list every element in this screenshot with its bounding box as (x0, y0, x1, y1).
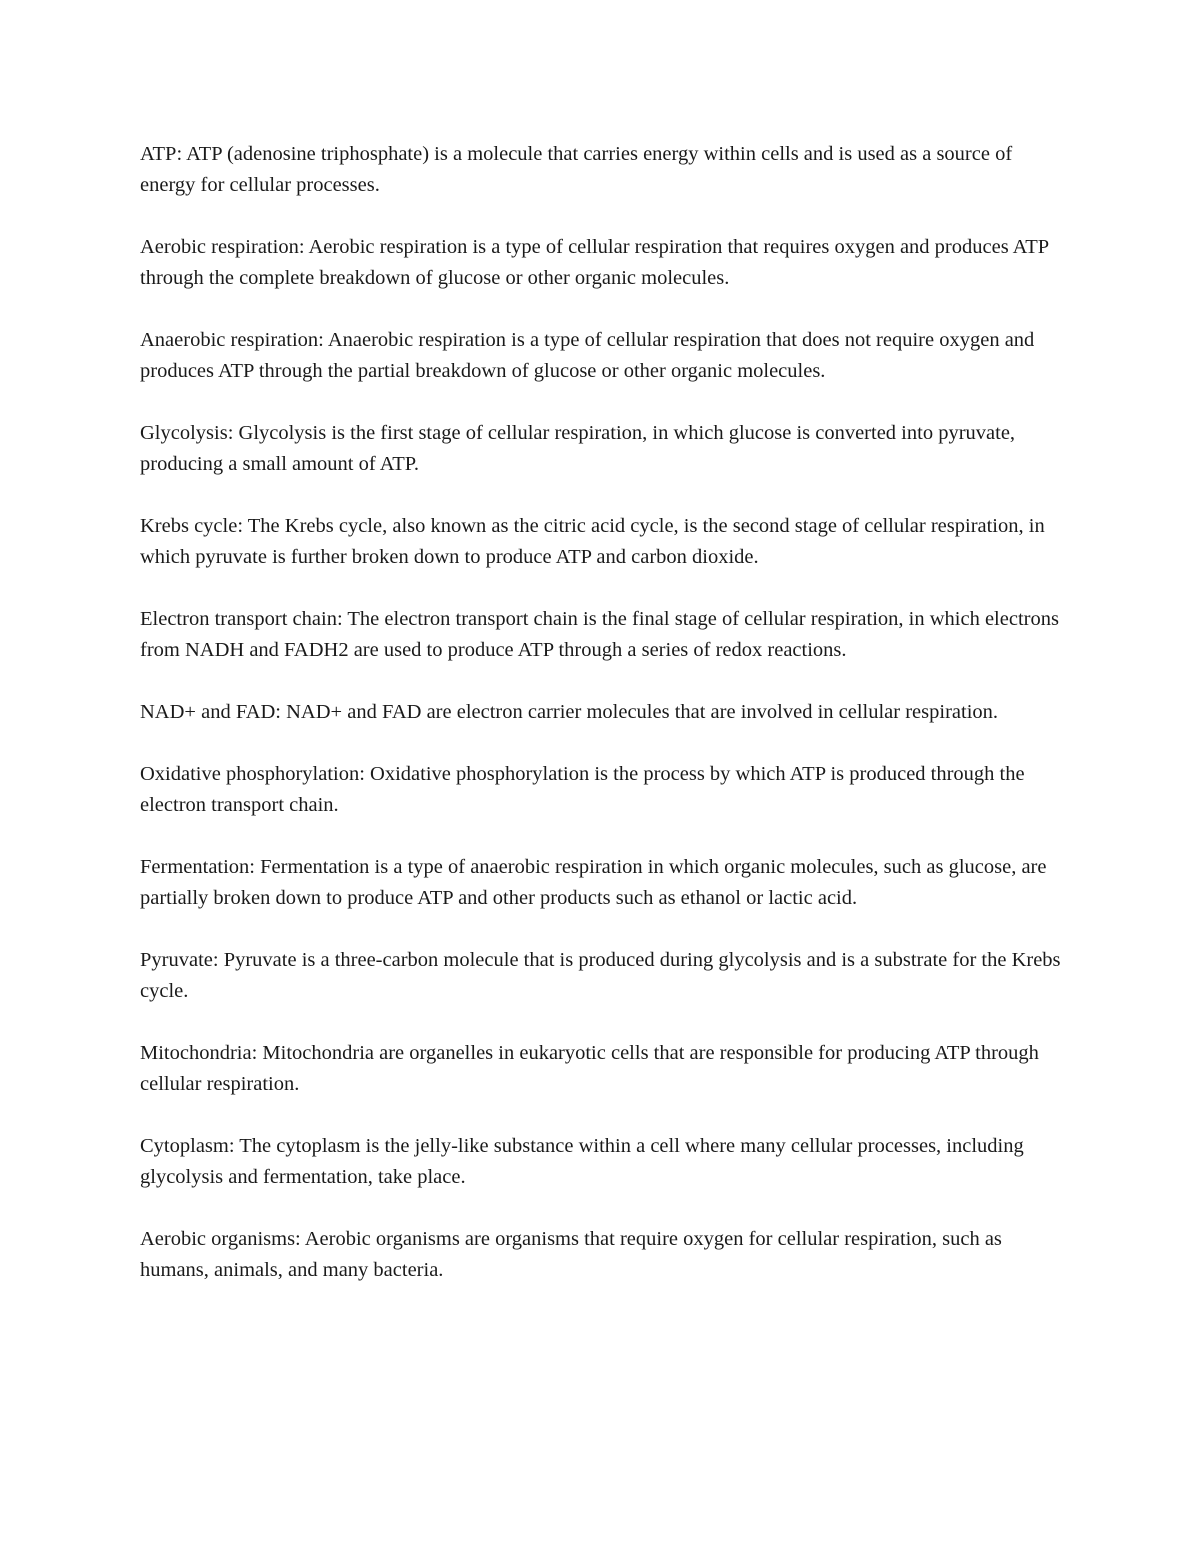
glossary-entry-oxidative-phosphorylation: Oxidative phosphorylation: Oxidative phosphorylation is the process by which ATP is produced through the electron transport chain. (140, 763, 1025, 816)
glossary-entry-pyruvate: Pyruvate: Pyruvate is a three-carbon molecule that is produced during glycolysis and is a substrate for the Krebs cycle. (140, 949, 1061, 1002)
glossary-entry-anaerobic-respiration: Anaerobic respiration: Anaerobic respiration is a type of cellular respiration that does not require oxygen and produces ATP through the partial breakdown of glucose or other organic molecules. (140, 329, 1035, 382)
glossary-entry-electron-transport-chain: Electron transport chain: The electron transport chain is the final stage of cellular respiration, in which electrons from NADH and FADH2 are used to produce ATP through a series of redox reactions. (140, 608, 1059, 661)
glossary-entry-nad-fad: NAD+ and FAD: NAD+ and FAD are electron carrier molecules that are involved in cellular respiration. (140, 701, 999, 723)
glossary-entry-aerobic-respiration: Aerobic respiration: Aerobic respiration is a type of cellular respiration that requires oxygen and produces ATP through the complete breakdown of glucose or other organic molecules. (140, 236, 1049, 289)
document-body (140, 139, 1065, 1317)
glossary-entry-krebs-cycle: Krebs cycle: The Krebs cycle, also known as the citric acid cycle, is the second stage of cellular respiration, in which pyruvate is further broken down to produce ATP and carbon dioxide. (140, 515, 1045, 568)
glossary-entry-cytoplasm: Cytoplasm: The cytoplasm is the jelly-like substance within a cell where many cellular processes, including glycolysis and fermentation, take place. (140, 1135, 1024, 1188)
glossary-entry-fermentation: Fermentation: Fermentation is a type of anaerobic respiration in which organic molecules, such as glucose, are partially broken down to produce ATP and other products such as ethanol or lactic acid. (140, 856, 1047, 909)
glossary-entry-mitochondria: Mitochondria: Mitochondria are organelles in eukaryotic cells that are responsible for producing ATP through cellular respiration. (140, 1042, 1039, 1095)
glossary-entry-atp: ATP: ATP (adenosine triphosphate) is a molecule that carries energy within cells and is used as a source of energy for cellular processes. (140, 143, 1013, 196)
glossary-entry-aerobic-organisms: Aerobic organisms: Aerobic organisms are organisms that require oxygen for cellular respiration, such as humans, animals, and many bacteria. (140, 1228, 1002, 1281)
glossary-entry-glycolysis: Glycolysis: Glycolysis is the first stage of cellular respiration, in which glucose is converted into pyruvate, producing a small amount of ATP. (140, 422, 1016, 475)
